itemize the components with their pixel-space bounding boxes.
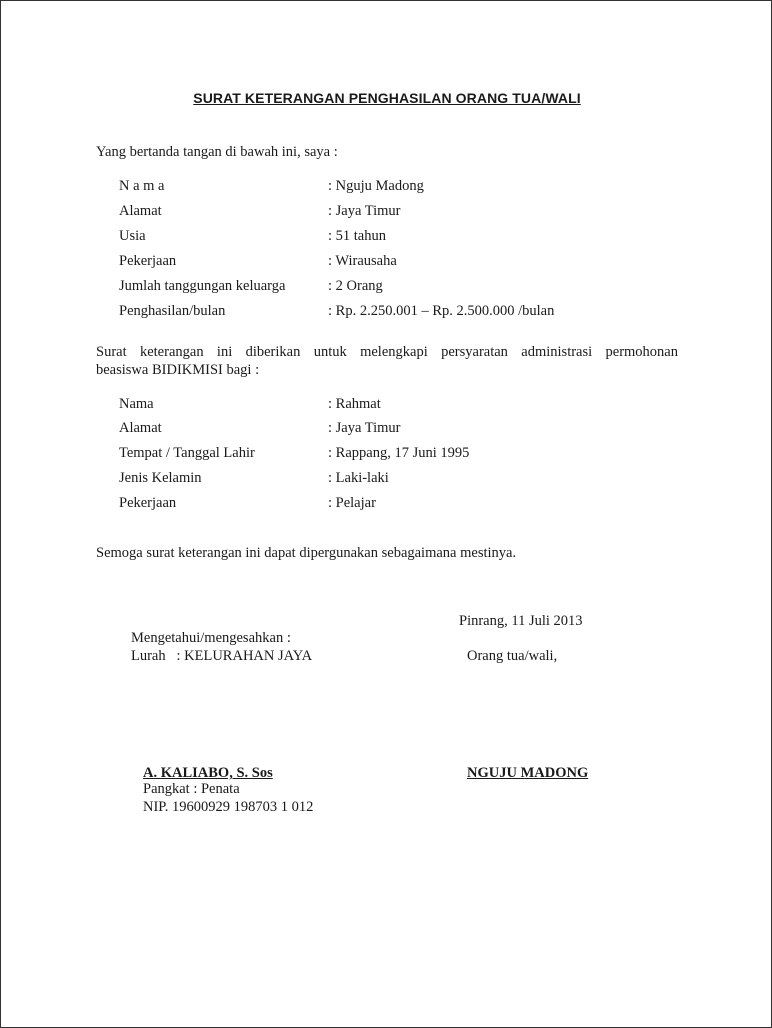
- dependents-value: : 2 Orang: [328, 278, 383, 294]
- lurah-office: : KELURAHAN JAYA: [176, 648, 313, 664]
- student-job-label: Pekerjaan: [119, 495, 177, 511]
- parent-name-value: : Nguju Madong: [328, 178, 424, 194]
- gender-value: : Laki-laki: [328, 470, 389, 486]
- parent-age-label: Usia: [119, 228, 146, 244]
- birth-value: : Rappang, 17 Juni 1995: [328, 445, 470, 461]
- lurah-line: [131, 647, 312, 665]
- letter-title: SURAT KETERANGAN PENGHASILAN ORANG TUA/WALI: [193, 90, 581, 106]
- parent-address-value: : Jaya Timur: [328, 203, 401, 219]
- student-address-label: Alamat: [119, 420, 162, 436]
- student-name-value: : Rahmat: [328, 396, 381, 412]
- lurah-nip: NIP. 19600929 198703 1 012: [143, 799, 314, 815]
- income-label: Penghasilan/bulan: [119, 303, 226, 319]
- parent-age-value: : 51 tahun: [328, 228, 386, 244]
- parent-address-label: Alamat: [119, 203, 162, 219]
- parent-name-label: N a m a: [119, 178, 165, 194]
- student-name-label: Nama: [119, 396, 154, 412]
- lurah-rank: Pangkat : Penata: [143, 781, 240, 797]
- lurah-label: Lurah: [131, 648, 166, 664]
- guardian-heading: Orang tua/wali,: [467, 648, 558, 664]
- guardian-name: NGUJU MADONG: [467, 765, 589, 781]
- birth-label: Tempat / Tanggal Lahir: [119, 445, 255, 461]
- intro-text: Yang bertanda tangan di bawah ini, saya :: [96, 144, 338, 160]
- student-address-value: : Jaya Timur: [328, 420, 401, 436]
- parent-job-label: Pekerjaan: [119, 253, 177, 269]
- closing-text: Semoga surat keterangan ini dapat dipergunakan sebagaimana mestinya.: [96, 545, 517, 561]
- place-date: Pinrang, 11 Juli 2013: [459, 613, 583, 629]
- purpose-line-2: beasiswa BIDIKMISI bagi :: [96, 362, 260, 378]
- dependents-label: Jumlah tanggungan keluarga: [119, 278, 286, 294]
- gender-label: Jenis Kelamin: [119, 470, 202, 486]
- parent-job-value: : Wirausaha: [328, 253, 397, 269]
- purpose-line-1: Surat keterangan ini diberikan untuk melengkapi persyaratan administrasi permohonan: [96, 344, 678, 360]
- income-value: : Rp. 2.250.001 – Rp. 2.500.000 /bulan: [328, 303, 555, 319]
- lurah-name: A. KALIABO, S. Sos: [143, 765, 273, 781]
- student-job-value: : Pelajar: [328, 495, 376, 511]
- approval-heading: Mengetahui/mengesahkan :: [131, 630, 291, 646]
